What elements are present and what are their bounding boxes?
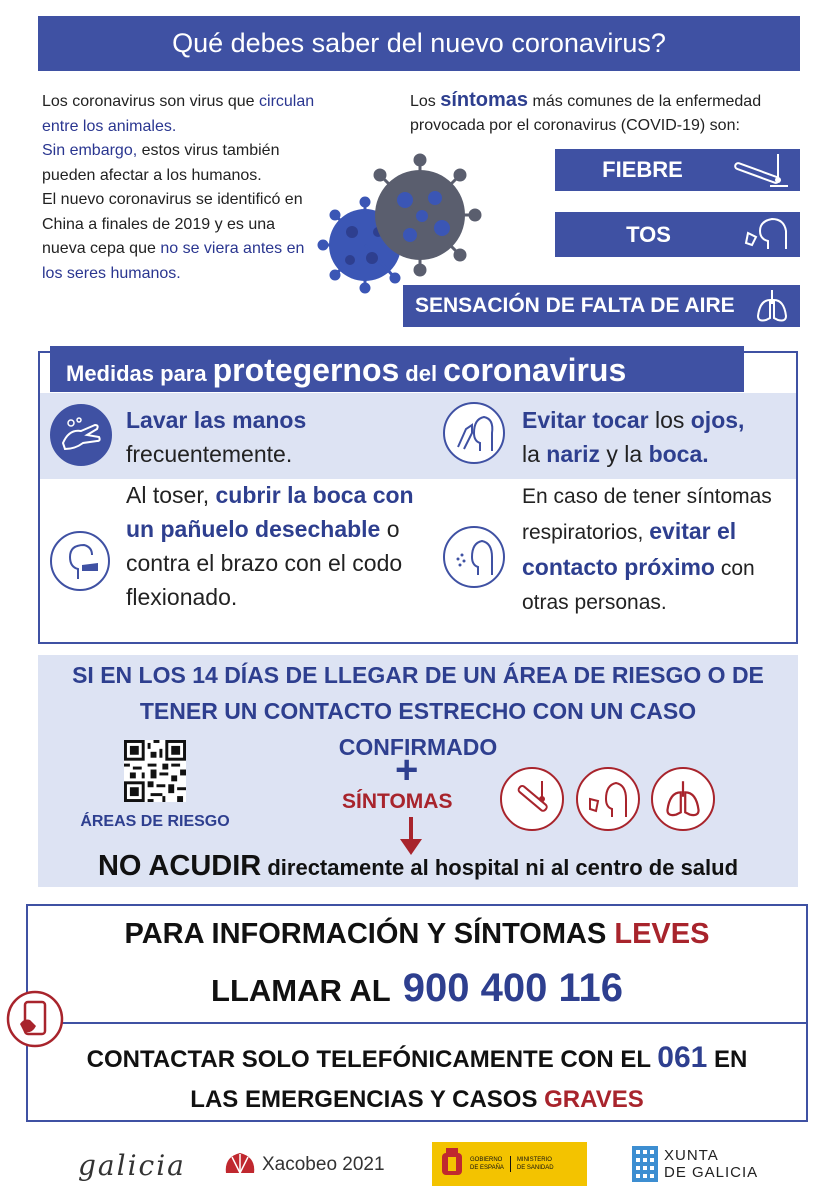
measure-avoid-touch <box>522 403 744 471</box>
xunta-shield-icon <box>632 1146 658 1182</box>
measure-cover-cough-t2: o contra el brazo con el codo flexionado. <box>126 516 403 610</box>
xunta-line2: DE GALICIA <box>664 1164 759 1181</box>
intro-p2-highlight: Sin embargo, <box>42 142 138 159</box>
measures-heading <box>50 346 744 392</box>
distance-icon <box>443 526 505 588</box>
risk-heading-line2: TENER UN CONTACTO ESTRECHO CON UN CASO <box>139 698 697 724</box>
intro-p2: estos virus también pueden afectar a los humanos. <box>42 142 280 184</box>
intro-p3-highlight: no se viera antes en los seres humanos. <box>42 240 305 282</box>
info-phone-number[interactable]: 900 400 116 <box>402 966 623 1010</box>
measure-handwash-rest: frecuentemente. <box>126 441 293 467</box>
measure-avoid-touch-t1: los <box>654 407 685 433</box>
qr-code[interactable] <box>124 740 186 802</box>
info-line4-red: GRAVES <box>544 1086 644 1113</box>
info-emergency <box>26 1038 808 1120</box>
info-line3-post: EN <box>714 1046 748 1073</box>
measure-avoid-touch-b4: boca. <box>648 441 709 467</box>
measure-avoid-contact <box>522 480 782 620</box>
page-title <box>38 16 800 71</box>
info-line2 <box>26 966 808 1011</box>
gobierno-logo <box>432 1142 587 1186</box>
measure-handwash <box>126 403 306 471</box>
info-line1-text: PARA INFORMACIÓN Y SÍNTOMAS <box>124 918 607 950</box>
symptoms-intro <box>410 88 790 138</box>
info-line1 <box>26 918 808 951</box>
galicia-logo-text: galicia <box>78 1148 186 1182</box>
scallop-icon <box>222 1149 258 1181</box>
intro-p3: El nuevo coronavirus se identificó en China a finales de 2019 y es una nueva cepa que <box>42 191 303 257</box>
measure-avoid-touch-b2: ojos, <box>690 407 745 433</box>
measure-avoid-contact-t1: En caso de tener síntomas respiratorios, <box>522 485 772 544</box>
symptoms-intro-post: más comunes de la enfermedad provocada por el coronavirus (COVID-19) son: <box>410 93 762 134</box>
gobierno-line2: DE ESPAÑA <box>470 1165 504 1171</box>
intro-text <box>42 90 322 286</box>
measure-cover-cough <box>126 478 416 614</box>
symptom-cough <box>555 212 800 257</box>
lungs-circle-icon <box>651 767 715 831</box>
xacobeo-logo <box>222 1140 385 1190</box>
title-text: Qué debes saber del nuevo coronavirus? <box>172 28 666 58</box>
info-divider <box>26 1022 808 1024</box>
symptoms-intro-keyword: síntomas <box>440 89 529 111</box>
measure-avoid-touch-t3: y la <box>606 441 643 467</box>
measure-cover-cough-bold: cubrir la boca con un pañuelo desechable <box>126 482 414 542</box>
measure-handwash-bold: Lavar las manos <box>126 407 307 433</box>
cough-elbow-icon <box>50 531 110 591</box>
measures-heading-3: del <box>405 361 438 386</box>
gobierno-line1: GOBIERNO <box>470 1157 503 1163</box>
xunta-line1: XUNTA <box>664 1147 719 1164</box>
coronavirus-icon <box>310 150 490 300</box>
plus-icon: + <box>395 748 419 792</box>
measure-avoid-touch-b1: Evitar tocar <box>522 407 649 433</box>
handwash-icon <box>50 404 112 466</box>
face-touch-icon <box>443 402 505 464</box>
symptom-cough-label: TOS <box>626 221 671 247</box>
risk-heading-line3: CONFIRMADO <box>338 734 498 760</box>
no-acudir-big: NO ACUDIR <box>97 850 262 882</box>
measures-heading-2: protegernos <box>212 352 400 388</box>
symptom-breath <box>403 285 800 327</box>
galicia-logo <box>78 1140 186 1190</box>
measure-avoid-touch-t2: la <box>522 441 540 467</box>
intro-p1-highlight: circulan entre los animales. <box>42 93 315 135</box>
xacobeo-text: Xacobeo 2021 <box>262 1154 385 1175</box>
thermometer-icon <box>730 152 790 188</box>
no-acudir-warning <box>38 850 798 883</box>
footer <box>0 1140 838 1190</box>
intro-p1: Los coronavirus son virus que <box>42 93 255 110</box>
ministerio-line1: MINISTERIO <box>516 1157 552 1163</box>
symptom-fever-label: FIEBRE <box>602 157 683 182</box>
measure-avoid-contact-bold: evitar el contacto próximo <box>522 518 737 580</box>
info-line2-text: LLAMAR AL <box>211 973 391 1008</box>
symptom-fever <box>555 149 800 191</box>
coat-of-arms-icon <box>438 1147 466 1181</box>
symptom-breath-label: SENSACIÓN DE FALTA DE AIRE <box>415 294 735 317</box>
lungs-icon <box>754 288 790 324</box>
risk-heading-line1: SI EN LOS 14 DÍAS DE LLEGAR DE UN ÁREA DE RIESGO O DE <box>72 662 764 688</box>
measure-cover-cough-t1: Al toser, <box>126 482 210 508</box>
info-line3-text: CONTACTAR SOLO TELEFÓNICAMENTE CON EL <box>86 1046 651 1073</box>
info-emergency-number[interactable]: 061 <box>657 1041 708 1074</box>
symptoms-label: SÍNTOMAS <box>342 790 453 813</box>
xunta-logo <box>632 1142 758 1186</box>
cough-icon <box>742 215 790 255</box>
ministerio-line2: DE SANIDAD <box>516 1165 554 1171</box>
measures-heading-4: coronavirus <box>443 352 627 388</box>
symptoms-intro-pre: Los <box>410 93 436 110</box>
info-line1-red: LEVES <box>614 918 710 950</box>
risk-areas-label: ÁREAS DE RIESGO <box>80 813 230 830</box>
no-acudir-rest: directamente al hospital ni al centro de salud <box>267 855 739 880</box>
info-line4-text: LAS EMERGENCIAS Y CASOS <box>190 1086 538 1113</box>
measure-avoid-touch-b3: nariz <box>546 441 600 467</box>
cough-circle-icon <box>576 767 640 831</box>
measure-avoid-contact-t2: con otras personas. <box>522 557 755 614</box>
fever-circle-icon <box>500 767 564 831</box>
measures-heading-1: Medidas para <box>66 361 207 386</box>
